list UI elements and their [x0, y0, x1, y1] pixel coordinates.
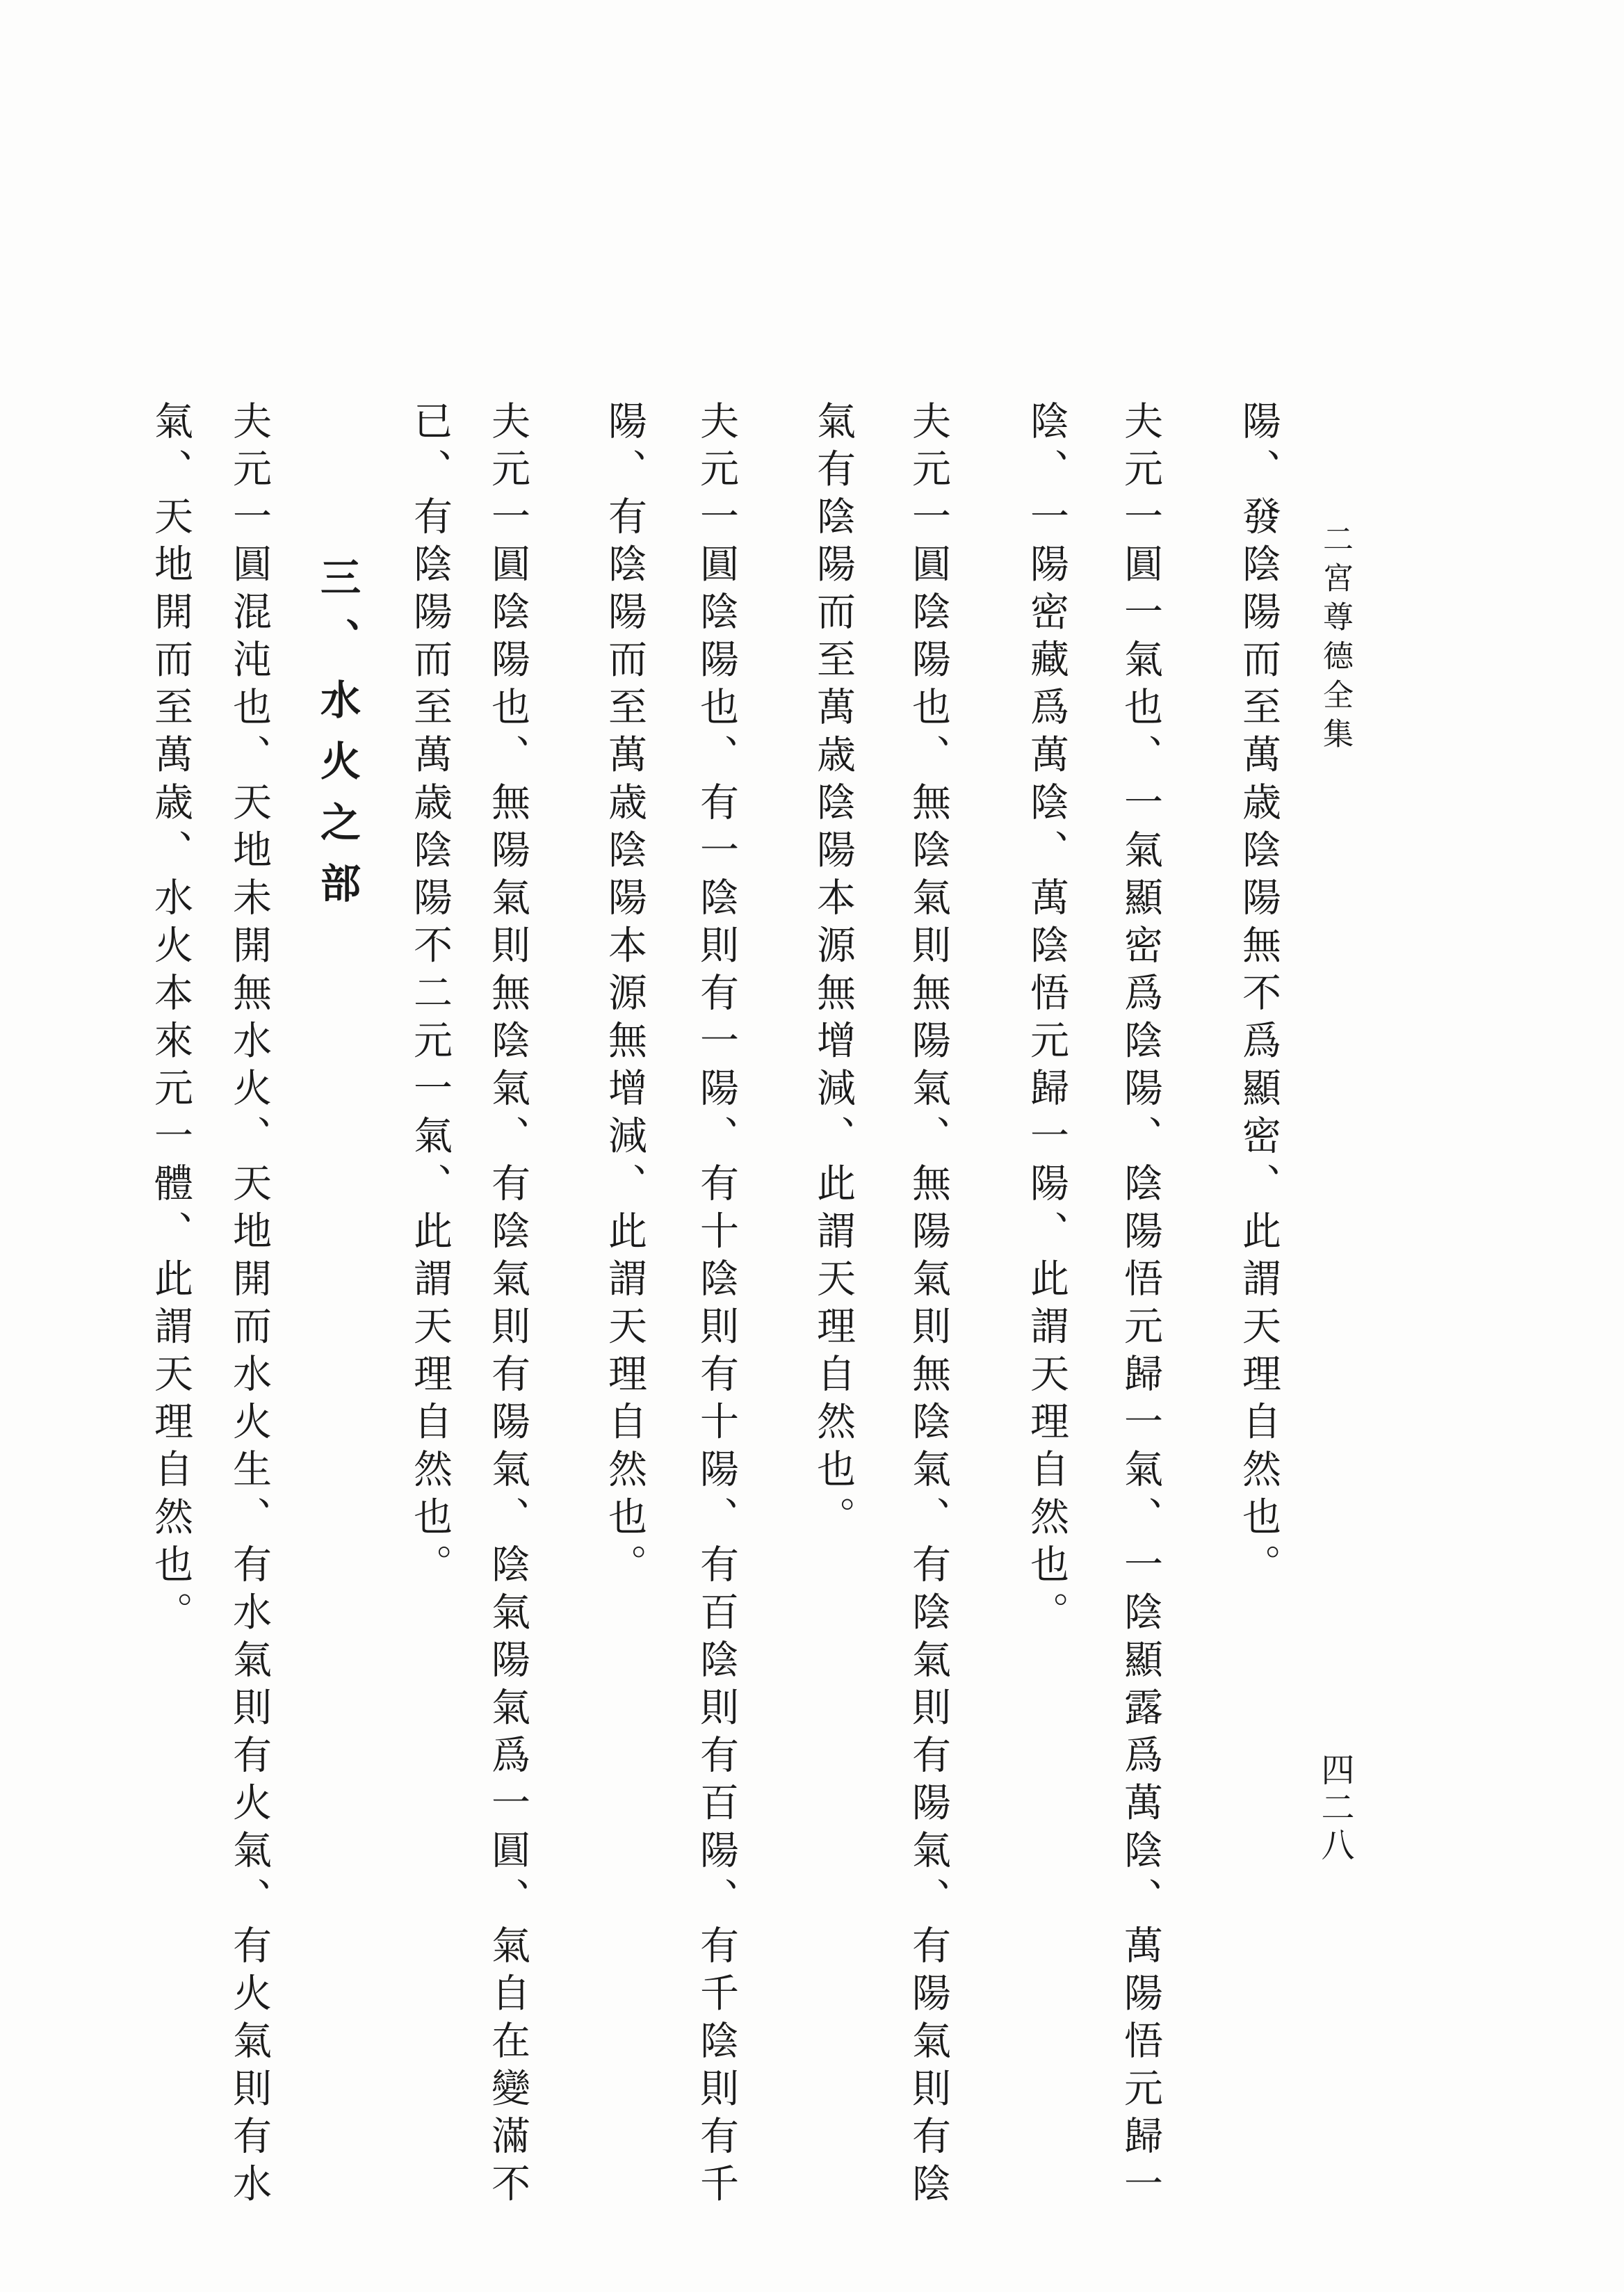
text-column: 已、有陰陽而至萬歳陰陽不二元一氣、此謂天理自然也。: [407, 401, 453, 1592]
text-column: 陰、一陽密藏爲萬陰、萬陰悟元歸一陽、此謂天理自然也。: [1024, 401, 1069, 1639]
text-column: 夫元一圓混沌也、天地未開無水火、天地開而水火生、有水氣則有火氣、有火氣則有水: [227, 401, 272, 2211]
text-column: 夫元一圓一氣也、一氣顯密爲陰陽、陰陽悟元歸一氣、一陰顯露爲萬陰、萬陽悟元歸一: [1118, 401, 1163, 2211]
page-number: 四二八: [1315, 1752, 1354, 1865]
text-column: 氣、天地開而至萬歳、水火本來元一體、此謂天理自然也。: [148, 401, 193, 1639]
text-column: 夫元一圓陰陽也、無陰氣則無陽氣、無陽氣則無陰氣、有陰氣則有陽氣、有陽氣則有陰: [906, 401, 951, 2211]
section-heading: 三、水火之部: [314, 556, 361, 923]
running-title: 二宮尊德全集: [1317, 523, 1353, 757]
text-column: 夫元一圓陰陽也、有一陰則有一陽、有十陰則有十陽、有百陰則有百陽、有千陰則有千: [694, 401, 739, 2211]
text-column: 陽、有陰陽而至萬歳陰陽本源無增減、此謂天理自然也。: [602, 401, 647, 1592]
text-column: 夫元一圓陰陽也、無陽氣則無陰氣、有陰氣則有陽氣、陰氣陽氣爲一圓、氣自在變滿不: [485, 401, 530, 2211]
text-column: 陽、發陰陽而至萬歳陰陽無不爲顯密、此謂天理自然也。: [1236, 401, 1281, 1592]
text-column: 氣有陰陽而至萬歳陰陽本源無增減、此謂天理自然也。: [811, 401, 856, 1544]
